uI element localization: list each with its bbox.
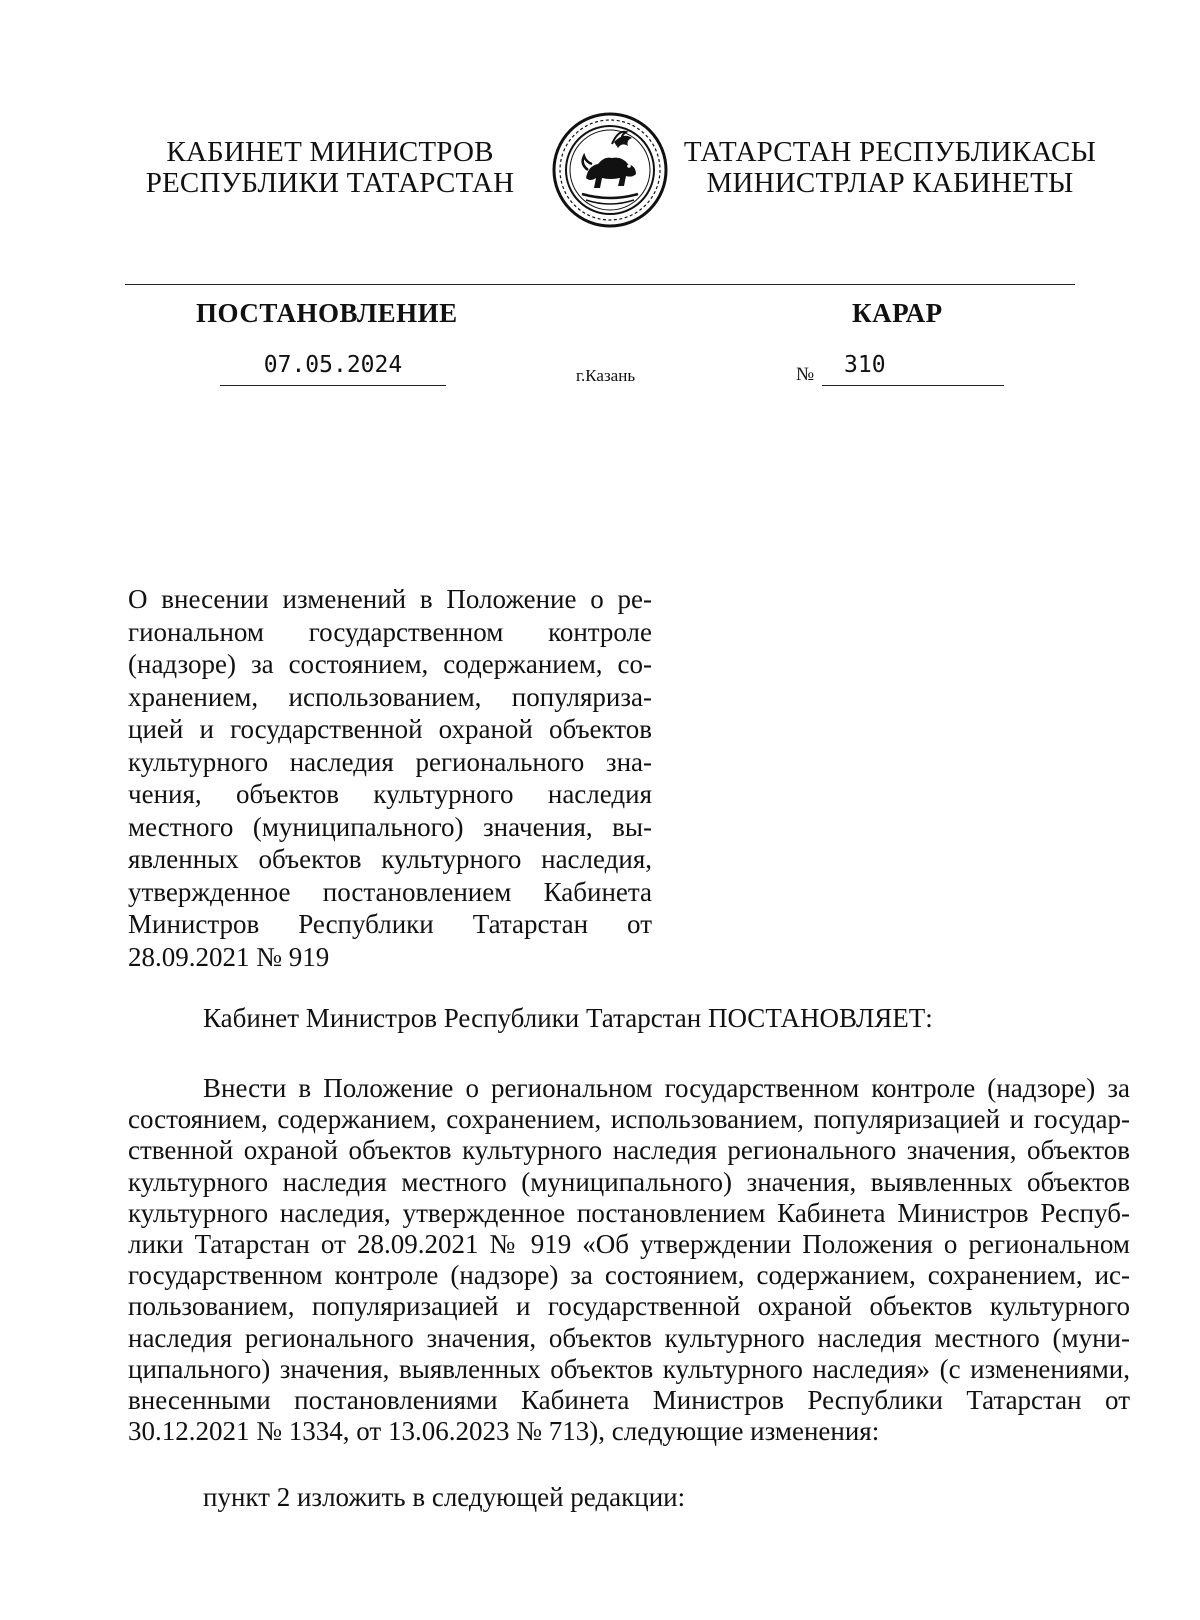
org-name-line: РЕСПУБЛИКИ ТАТАРСТАН xyxy=(145,167,515,199)
org-name-line: КАБИНЕТ МИНИСТРОВ xyxy=(166,136,494,168)
body-line: внесенными постановлениями Кабинета Министров Республики Татарстан от xyxy=(128,1384,1130,1415)
doc-type-russian: ПОСТАНОВЛЕНИЕ xyxy=(196,298,458,328)
document-city: г.Казань xyxy=(576,366,636,385)
document-number: 310 xyxy=(844,352,886,378)
subject-line: культурного наследия регионального зна- xyxy=(128,746,652,777)
body-line: лики Татарстан от 28.09.2021 № 919 «Об утверждении Положения о региональном xyxy=(128,1228,1130,1259)
body-line: ципального) значения, выявленных объектов культурного наследия» (с изменениями, xyxy=(128,1353,1130,1384)
subject-line: утвержденное постановлением Кабинета xyxy=(128,876,652,907)
body-line: культурного наследия местного (муниципального) значения, выявленных объектов xyxy=(128,1166,1130,1197)
subject-line: цией и государственной охраной объектов xyxy=(128,714,652,744)
body-paragraph xyxy=(128,1073,1130,1447)
subject-line: Министров Республики Татарстан от xyxy=(128,909,652,939)
number-label: № xyxy=(796,364,815,385)
subject-line: 28.09.2021 № 919 xyxy=(128,941,330,972)
subject-line: О внесении изменений в Положение о ре- xyxy=(128,584,652,614)
body-line: состоянием, содержанием, сохранением, использованием, популяризацией и государ- xyxy=(128,1104,1130,1135)
doc-type-tatar: КАРАР xyxy=(852,298,943,328)
org-name-tatar xyxy=(680,137,1100,199)
org-name-line: МИНИСТРЛАР КАБИНЕТЫ xyxy=(706,167,1074,199)
body-line: 30.12.2021 № 1334, от 13.06.2023 № 713), следующие изменения: xyxy=(128,1416,880,1447)
org-name-russian xyxy=(130,137,530,199)
document-subject xyxy=(128,583,652,973)
body-line: культурного наследия, утвержденное постановлением Кабинета Министров Респуб- xyxy=(128,1197,1130,1228)
body-line: пользованием, популяризацией и государственной охраной объектов культурного xyxy=(128,1291,1130,1322)
subject-line: хранением, использованием, популяриза- xyxy=(128,681,652,712)
point-item: пункт 2 изложить в следующей редакции: xyxy=(203,1482,686,1512)
subject-line: чения, объектов культурного наследия xyxy=(128,779,652,809)
body-line: наследия регионального значения, объектов культурного наследия местного (муни- xyxy=(128,1322,1130,1353)
subject-line: (надзоре) за состоянием, содержанием, со- xyxy=(128,649,652,679)
document-number-field xyxy=(822,353,1004,386)
org-name-line: ТАТАРСТАН РЕСПУБЛИКАСЫ xyxy=(683,136,1097,168)
body-line: государственном контроле (надзоре) за состоянием, содержанием, сохранением, ис- xyxy=(128,1260,1130,1291)
subject-line: гиональном государственном контроле xyxy=(128,616,652,647)
header-divider xyxy=(125,284,1075,285)
subject-line: местного (муниципального) значения, вы- xyxy=(128,811,652,842)
coat-of-arms-icon xyxy=(552,112,668,228)
document-date: 07.05.2024 xyxy=(220,353,446,386)
body-line: ственной охраной объектов культурного наследия регионального значения, объектов xyxy=(128,1135,1130,1166)
body-line: Внести в Положение о региональном государственном контроле (надзоре) за xyxy=(203,1073,1130,1103)
preamble: Кабинет Министров Республики Татарстан ПОСТАНОВЛЯЕТ: xyxy=(203,1003,933,1033)
subject-line: явленных объектов культурного наследия, xyxy=(128,844,652,874)
